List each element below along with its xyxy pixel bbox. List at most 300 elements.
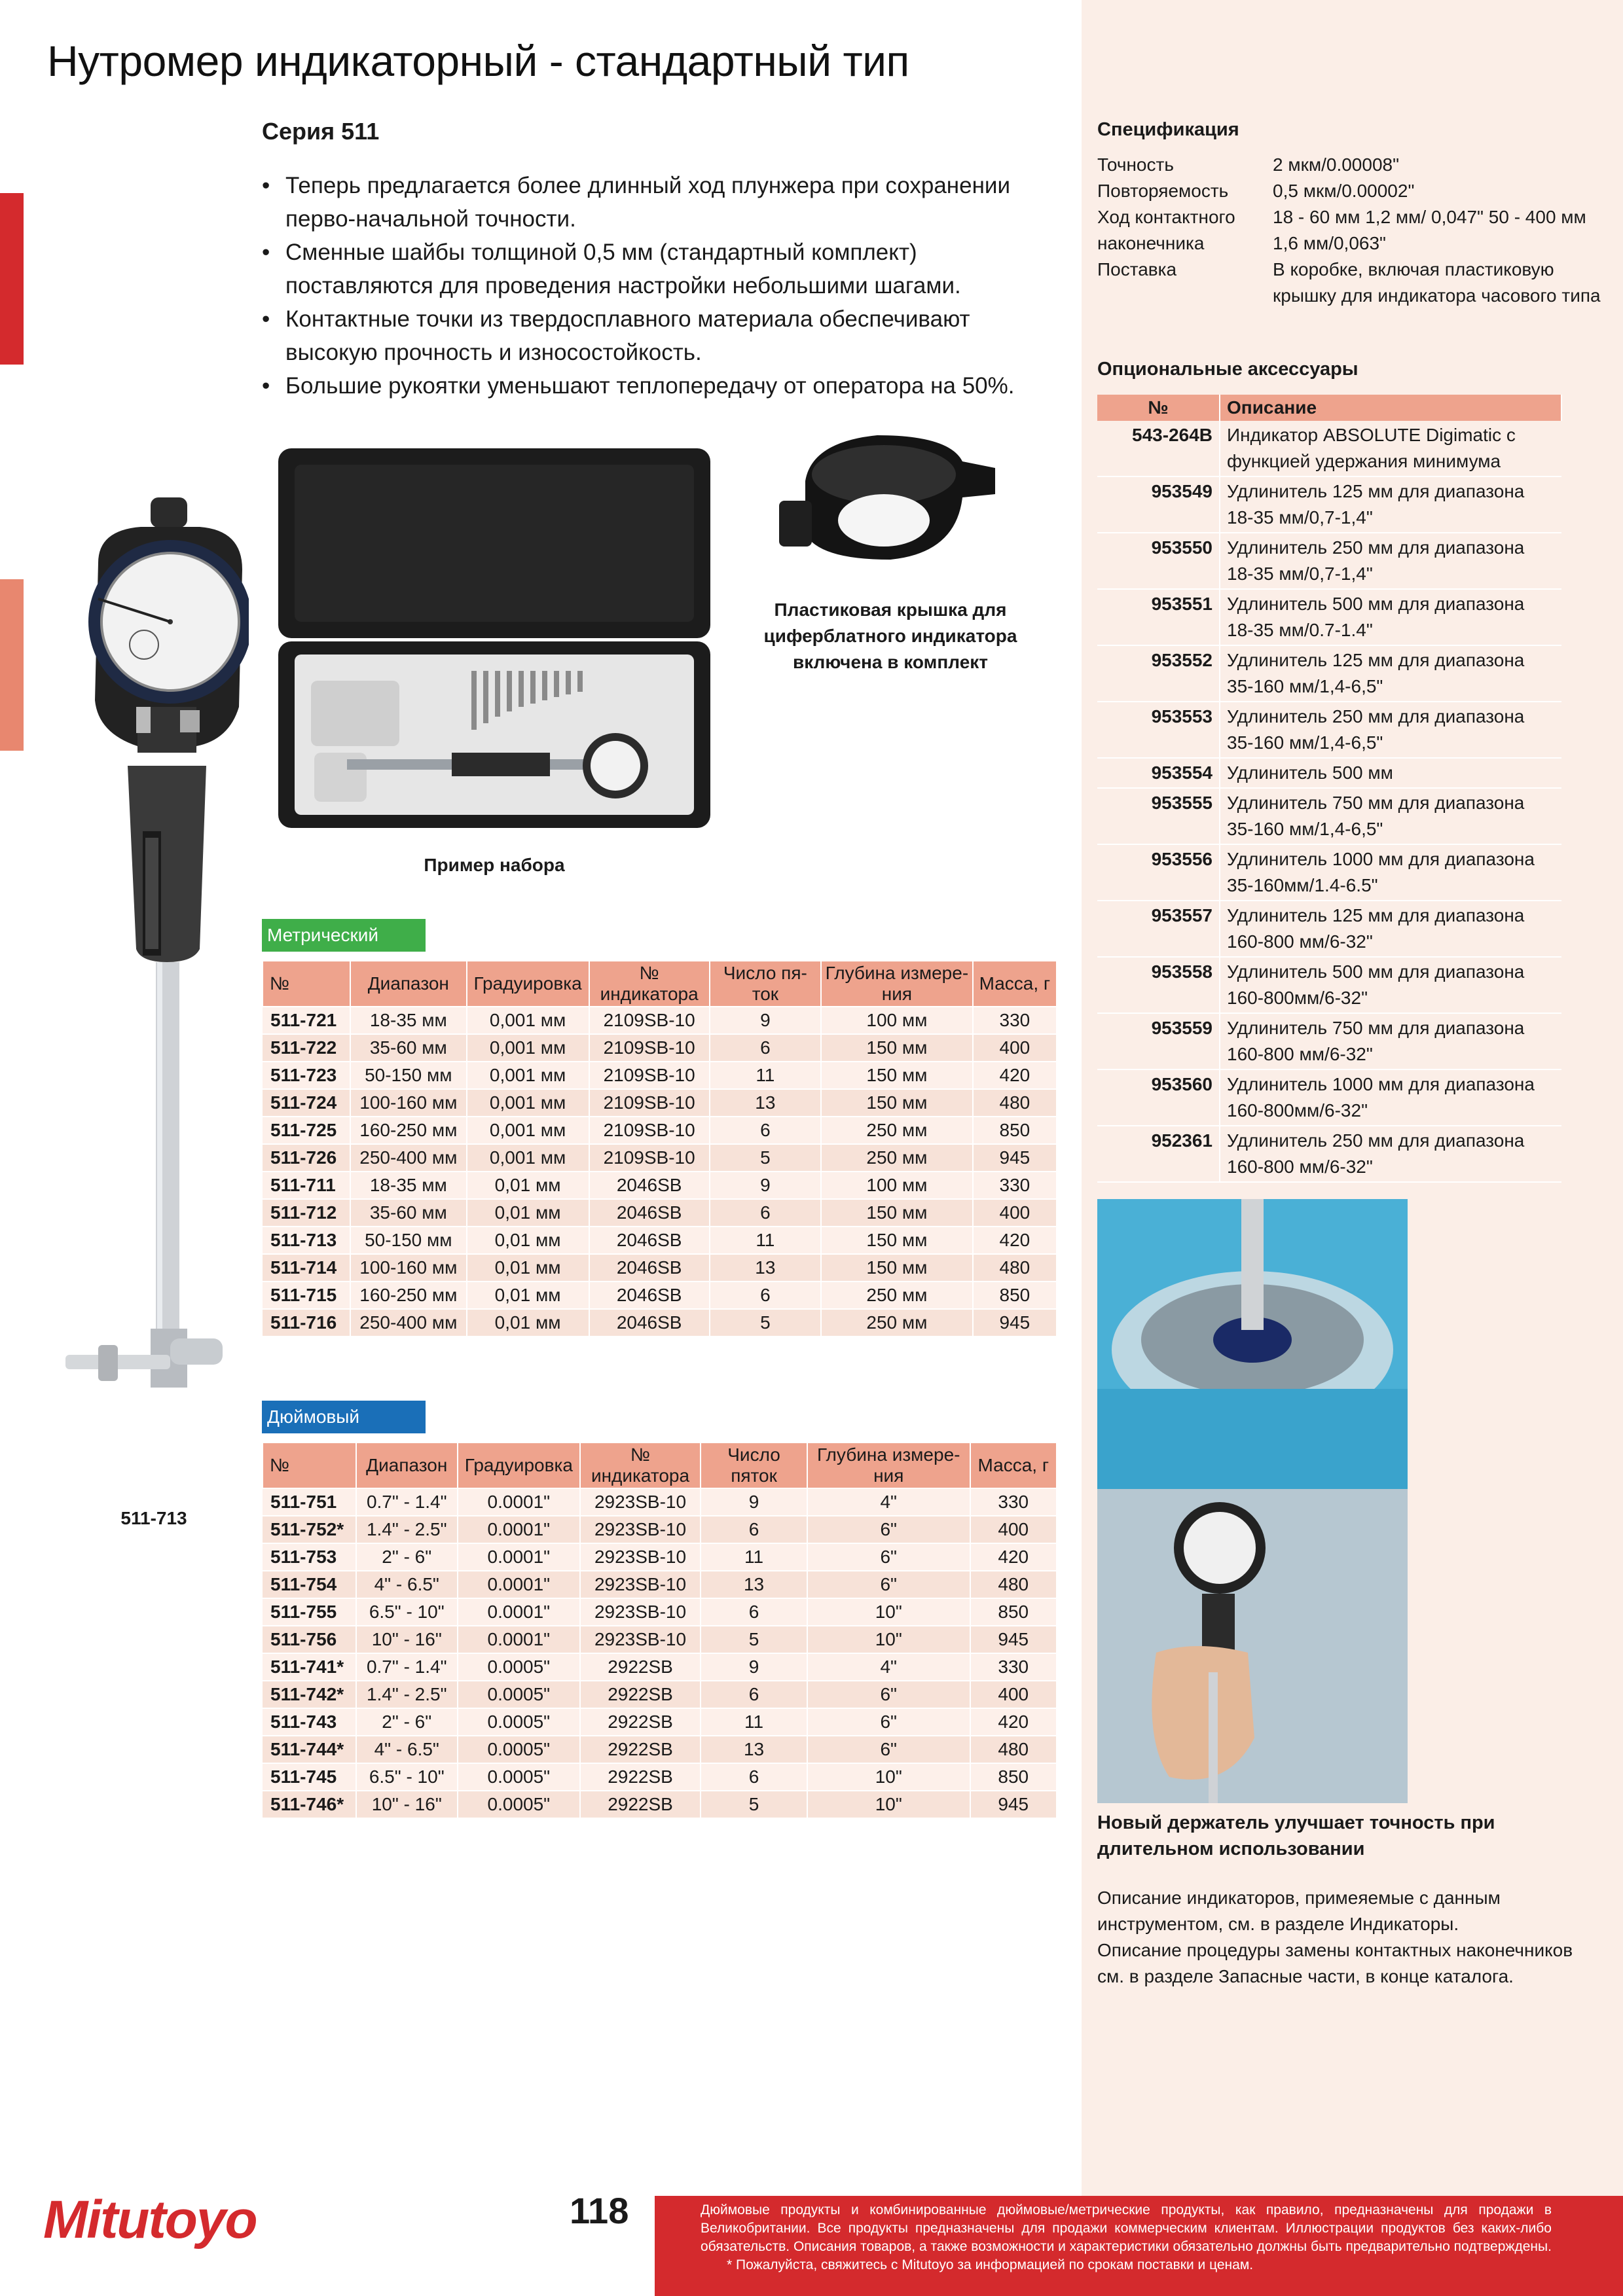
disclaimer-text: Дюймовые продукты и комбинированные дюймовые/метрические продукты, как правило, предназначены для продажи в Великобритании. Все продукты предназначены для продажи коммерческим клиентам. Иллюстрации продуктов без каких-либо обязательств. Описания товаров, а также возможности и характеристики обязательно должны быть предварительно подтверждены. — [701, 2202, 1552, 2254]
metric-body — [263, 1007, 1057, 1336]
table-cell-code: 511-752* — [263, 1516, 356, 1543]
table-cell: 6.5" - 10" — [356, 1598, 458, 1626]
table-cell: 2046SB — [589, 1199, 710, 1227]
accessories-body — [1097, 421, 1561, 1182]
spec-row — [1097, 152, 1608, 178]
table-cell: Удлинитель 250 мм для диапазона 18-35 мм/0,7-1,4" — [1220, 533, 1561, 589]
side-tab-salmon — [0, 579, 24, 751]
table-cell: 2922SB — [580, 1763, 701, 1791]
spec-key: Поставка — [1097, 259, 1177, 279]
table-cell: 480 — [970, 1736, 1057, 1763]
table-cell: 18-35 мм — [350, 1172, 466, 1199]
table-cell: 150 мм — [821, 1254, 973, 1282]
table-row — [263, 1309, 1057, 1336]
side-tab-red — [0, 193, 24, 365]
table-row — [263, 1571, 1057, 1598]
table-cell: 420 — [970, 1543, 1057, 1571]
table-cell-code: 511-726 — [263, 1144, 350, 1172]
table-cell: 4" - 6.5" — [356, 1571, 458, 1598]
table-cell: 0,001 мм — [467, 1144, 589, 1172]
table-cell-code: 953551 — [1097, 589, 1220, 645]
table-cell: 400 — [970, 1516, 1057, 1543]
table-cell: 11 — [710, 1227, 821, 1254]
feature-item: • Контактные точки из твердосплавного материала обеспечивают высокую прочность и износостойкость. — [262, 302, 1054, 369]
table-header: Масса, г — [970, 1443, 1057, 1488]
table-cell: Удлинитель 750 мм для диапазона 160-800 мм/6-32" — [1220, 1013, 1561, 1069]
table-cell-code: 543-264B — [1097, 421, 1220, 476]
table-cell: 6" — [807, 1736, 970, 1763]
table-header: Градуировка — [467, 961, 589, 1007]
table-header: Глубина измере-ния — [807, 1443, 970, 1488]
table-cell: 2923SB-10 — [580, 1598, 701, 1626]
table-cell: 9 — [701, 1653, 807, 1681]
table-cell: 330 — [970, 1653, 1057, 1681]
holder-caption — [1097, 1810, 1595, 1862]
table-row — [1097, 901, 1561, 957]
table-cell: 10" — [807, 1626, 970, 1653]
table-row — [1097, 702, 1561, 758]
table-cell: 6 — [710, 1282, 821, 1309]
table-cell-code: 511-723 — [263, 1062, 350, 1089]
table-cell-code: 511-742* — [263, 1681, 356, 1708]
table-row — [263, 1117, 1057, 1144]
table-cell: 4" — [807, 1488, 970, 1516]
table-cell: 6" — [807, 1681, 970, 1708]
holder-caption-line: длительном использовании — [1097, 1839, 1365, 1859]
table-row — [263, 1736, 1057, 1763]
bore-gauge-image — [59, 491, 249, 1512]
accessories-heading: Опциональные аксессуары — [1097, 359, 1359, 380]
mitutoyo-logo: Mitutoyo — [43, 2190, 257, 2250]
table-row — [263, 1227, 1057, 1254]
table-row — [263, 1791, 1057, 1818]
table-cell: 0.0001" — [458, 1516, 580, 1543]
table-cell-code: 511-754 — [263, 1571, 356, 1598]
cover-caption-line: циферблатного индикатора — [763, 626, 1017, 646]
table-cell: Удлинитель 500 мм для диапазона 160-800мм/6-32" — [1220, 957, 1561, 1013]
table-cell: 50-150 мм — [350, 1062, 466, 1089]
table-cell: Удлинитель 1000 мм для диапазона 160-800мм/6-32" — [1220, 1069, 1561, 1126]
table-cell: 6" — [807, 1571, 970, 1598]
table-cell-code: 953560 — [1097, 1069, 1220, 1126]
table-row — [263, 1034, 1057, 1062]
table-cell: 400 — [973, 1199, 1057, 1227]
table-cell: Удлинитель 500 мм — [1220, 758, 1561, 788]
table-cell: 6" — [807, 1516, 970, 1543]
table-cell: 150 мм — [821, 1227, 973, 1254]
table-row — [263, 1626, 1057, 1653]
series-label: Серия 511 — [262, 118, 380, 145]
table-cell: 420 — [973, 1062, 1057, 1089]
table-row — [263, 1062, 1057, 1089]
table-cell: 2922SB — [580, 1708, 701, 1736]
table-cell-code: 511-713 — [263, 1227, 350, 1254]
metric-header-row — [263, 961, 1057, 1007]
page-title: Нутромер индикаторный - стандартный тип — [47, 37, 909, 85]
table-cell: 400 — [973, 1034, 1057, 1062]
table-cell: 100 мм — [821, 1172, 973, 1199]
table-cell: 160-250 мм — [350, 1117, 466, 1144]
table-cell: 0,001 мм — [467, 1089, 589, 1117]
table-header: № индикатора — [580, 1443, 701, 1488]
table-cell: 13 — [701, 1571, 807, 1598]
spec-row — [1097, 178, 1608, 204]
table-cell-code: 511-715 — [263, 1282, 350, 1309]
hand-holding-gauge-image — [1097, 1489, 1408, 1803]
table-cell: 6 — [710, 1199, 821, 1227]
table-cell-code: 511-725 — [263, 1117, 350, 1144]
table-row — [1097, 758, 1561, 788]
table-cell: 0.7" - 1.4" — [356, 1653, 458, 1681]
table-cell-code: 952361 — [1097, 1126, 1220, 1182]
table-cell: 6 — [701, 1681, 807, 1708]
cover-caption — [753, 597, 1028, 675]
accessories-table — [1097, 395, 1562, 1183]
table-cell: 2109SB-10 — [589, 1117, 710, 1144]
table-cell: 6 — [710, 1117, 821, 1144]
feature-item: • Теперь предлагается более длинный ход плунжера при сохранении перво-начальной точности. — [262, 169, 1054, 236]
table-row — [1097, 476, 1561, 533]
table-cell: 2109SB-10 — [589, 1034, 710, 1062]
table-cell: 2046SB — [589, 1254, 710, 1282]
table-cell: 13 — [710, 1254, 821, 1282]
table-cell: 1.4" - 2.5" — [356, 1681, 458, 1708]
table-cell: 2922SB — [580, 1653, 701, 1681]
table-cell: 10" — [807, 1791, 970, 1818]
table-cell: 10" — [807, 1598, 970, 1626]
table-header: № — [263, 1443, 356, 1488]
table-cell: 2046SB — [589, 1309, 710, 1336]
table-cell-code: 511-721 — [263, 1007, 350, 1034]
holder-caption-line: Новый держатель улучшает точность при — [1097, 1812, 1495, 1833]
table-cell: Удлинитель 750 мм для диапазона 35-160 мм/1,4-6,5" — [1220, 788, 1561, 844]
table-cell: Индикатор ABSOLUTE Digimatic с функцией удержания минимума — [1220, 421, 1561, 476]
table-cell: 2923SB-10 — [580, 1516, 701, 1543]
table-cell: 50-150 мм — [350, 1227, 466, 1254]
inch-body — [263, 1488, 1057, 1818]
table-cell: 11 — [710, 1062, 821, 1089]
table-header: Глубина измере-ния — [821, 961, 973, 1007]
table-header: № — [1097, 395, 1220, 421]
table-cell: 330 — [970, 1488, 1057, 1516]
table-cell: 0.0001" — [458, 1488, 580, 1516]
table-cell: 0.0001" — [458, 1626, 580, 1653]
table-cell-code: 511-746* — [263, 1791, 356, 1818]
table-cell-code: 511-741* — [263, 1653, 356, 1681]
spec-value: 2 мкм/0.00008" — [1273, 154, 1400, 175]
table-cell: 35-60 мм — [350, 1034, 466, 1062]
feature-list — [262, 169, 1054, 403]
table-row — [1097, 1126, 1561, 1182]
table-cell: 330 — [973, 1007, 1057, 1034]
table-cell: 13 — [710, 1089, 821, 1117]
table-cell: 945 — [973, 1144, 1057, 1172]
table-cell: 0,001 мм — [467, 1007, 589, 1034]
note-indicators: Описание индикаторов, примеяемые с данным инструментом, см. в разделе Индикаторы. — [1097, 1888, 1501, 1934]
table-cell: 2046SB — [589, 1227, 710, 1254]
table-cell: 5 — [701, 1791, 807, 1818]
table-row — [263, 1763, 1057, 1791]
table-cell: 0,01 мм — [467, 1309, 589, 1336]
table-cell: 420 — [973, 1227, 1057, 1254]
table-cell: Удлинитель 1000 мм для диапазона 35-160мм/1.4-6.5" — [1220, 844, 1561, 901]
spec-row — [1097, 204, 1608, 257]
table-cell: 9 — [710, 1007, 821, 1034]
table-row — [263, 1681, 1057, 1708]
table-cell: 2" - 6" — [356, 1708, 458, 1736]
table-cell-code: 511-744* — [263, 1736, 356, 1763]
table-cell: 250-400 мм — [350, 1309, 466, 1336]
table-cell: 0.0001" — [458, 1571, 580, 1598]
table-cell: 0.0001" — [458, 1543, 580, 1571]
inch-label: Дюймовый — [262, 1401, 426, 1433]
page-number: 118 — [570, 2190, 629, 2231]
table-cell-code: 953559 — [1097, 1013, 1220, 1069]
table-row — [1097, 421, 1561, 476]
table-cell: 6 — [701, 1763, 807, 1791]
table-cell: 5 — [701, 1626, 807, 1653]
spec-list — [1097, 152, 1608, 309]
table-row — [263, 1144, 1057, 1172]
table-cell: 0,01 мм — [467, 1282, 589, 1309]
table-cell-code: 511-724 — [263, 1089, 350, 1117]
table-cell: Удлинитель 125 мм для диапазона 160-800 мм/6-32" — [1220, 901, 1561, 957]
table-cell: 6" — [807, 1708, 970, 1736]
table-cell-code: 953553 — [1097, 702, 1220, 758]
inch-header-row — [263, 1443, 1057, 1488]
table-cell-code: 511-745 — [263, 1763, 356, 1791]
table-row — [1097, 1069, 1561, 1126]
table-cell: 11 — [701, 1543, 807, 1571]
table-cell: 480 — [970, 1571, 1057, 1598]
table-cell: 0,01 мм — [467, 1227, 589, 1254]
inch-table — [262, 1442, 1057, 1819]
table-cell: 0.0005" — [458, 1791, 580, 1818]
feature-item: • Сменные шайбы толщиной 0,5 мм (стандартный комплект) поставляются для проведения настройки небольшими шагами. — [262, 236, 1054, 302]
table-cell: 250 мм — [821, 1117, 973, 1144]
table-row — [263, 1282, 1057, 1309]
table-cell: 945 — [973, 1309, 1057, 1336]
table-cell-code: 953557 — [1097, 901, 1220, 957]
table-cell-code: 511-714 — [263, 1254, 350, 1282]
table-cell: 850 — [970, 1598, 1057, 1626]
table-cell-code: 953549 — [1097, 476, 1220, 533]
table-cell-code: 511-751 — [263, 1488, 356, 1516]
table-cell: 945 — [970, 1626, 1057, 1653]
table-cell-code: 953550 — [1097, 533, 1220, 589]
table-cell-code: 953552 — [1097, 645, 1220, 702]
table-cell: 850 — [973, 1117, 1057, 1144]
table-cell-code: 511-722 — [263, 1034, 350, 1062]
table-cell: Удлинитель 125 мм для диапазона 35-160 мм/1,4-6,5" — [1220, 645, 1561, 702]
table-cell-code: 511-712 — [263, 1199, 350, 1227]
table-cell-code: 953555 — [1097, 788, 1220, 844]
table-cell-code: 511-711 — [263, 1172, 350, 1199]
table-cell: 400 — [970, 1681, 1057, 1708]
table-row — [263, 1254, 1057, 1282]
table-cell: 2" - 6" — [356, 1543, 458, 1571]
table-cell: 150 мм — [821, 1089, 973, 1117]
table-header: Диапазон — [350, 961, 466, 1007]
spec-value: В коробке, включая пластиковую крышку для индикатора часового типа — [1273, 259, 1601, 306]
table-header: № индикатора — [589, 961, 710, 1007]
table-cell: 4" - 6.5" — [356, 1736, 458, 1763]
table-cell: 0.0005" — [458, 1681, 580, 1708]
table-cell: 420 — [970, 1708, 1057, 1736]
table-row — [263, 1488, 1057, 1516]
table-cell: 2109SB-10 — [589, 1144, 710, 1172]
table-cell: 6" — [807, 1543, 970, 1571]
metric-table — [262, 960, 1057, 1337]
table-row — [263, 1516, 1057, 1543]
table-cell: 9 — [710, 1172, 821, 1199]
table-cell: 6.5" - 10" — [356, 1763, 458, 1791]
table-cell: 13 — [701, 1736, 807, 1763]
set-example-caption: Пример набора — [424, 855, 565, 875]
table-cell-code: 953554 — [1097, 758, 1220, 788]
gauge-in-ring-image — [1097, 1199, 1408, 1490]
table-cell: 2046SB — [589, 1282, 710, 1309]
table-cell: 0,001 мм — [467, 1034, 589, 1062]
spec-heading: Спецификация — [1097, 119, 1239, 140]
metric-label: Метрический — [262, 919, 426, 952]
table-cell: 2109SB-10 — [589, 1007, 710, 1034]
spec-key: Ход контактного наконечника — [1097, 207, 1235, 253]
table-cell-code: 511-716 — [263, 1309, 350, 1336]
table-cell: 10" - 16" — [356, 1626, 458, 1653]
table-cell: 850 — [973, 1282, 1057, 1309]
table-cell: 0,001 мм — [467, 1117, 589, 1144]
table-cell: 5 — [710, 1144, 821, 1172]
table-cell: 250 мм — [821, 1282, 973, 1309]
spec-row — [1097, 257, 1608, 309]
table-row — [263, 1007, 1057, 1034]
table-row — [1097, 788, 1561, 844]
plastic-cover-image — [766, 422, 1002, 586]
table-cell: 9 — [701, 1488, 807, 1516]
table-cell: 100-160 мм — [350, 1254, 466, 1282]
table-cell: 2923SB-10 — [580, 1571, 701, 1598]
table-cell: 10" - 16" — [356, 1791, 458, 1818]
footer-disclaimer-box — [655, 2196, 1623, 2296]
table-row — [263, 1199, 1057, 1227]
table-cell-code: 953558 — [1097, 957, 1220, 1013]
table-cell: 160-250 мм — [350, 1282, 466, 1309]
table-cell: 2923SB-10 — [580, 1626, 701, 1653]
table-cell: 2109SB-10 — [589, 1089, 710, 1117]
cover-caption-line: Пластиковая крышка для — [774, 600, 1007, 620]
table-cell: 35-60 мм — [350, 1199, 466, 1227]
table-cell: 945 — [970, 1791, 1057, 1818]
table-cell-code: 511-755 — [263, 1598, 356, 1626]
table-cell: 5 — [710, 1309, 821, 1336]
table-cell: 18-35 мм — [350, 1007, 466, 1034]
table-cell: 250-400 мм — [350, 1144, 466, 1172]
footnote-text: * Пожалуйста, свяжитесь с Mitutoyo за информацией по срокам поставки и ценам. — [727, 2257, 1254, 2272]
spec-value: 18 - 60 мм 1,2 мм/ 0,047" 50 - 400 мм 1,6 мм/0,063" — [1273, 207, 1586, 253]
table-cell: 2922SB — [580, 1681, 701, 1708]
table-cell: 2922SB — [580, 1736, 701, 1763]
table-cell: Удлинитель 250 мм для диапазона 160-800 мм/6-32" — [1220, 1126, 1561, 1182]
table-cell: 100 мм — [821, 1007, 973, 1034]
table-cell: 11 — [701, 1708, 807, 1736]
table-header: Описание — [1220, 395, 1561, 421]
table-cell: 480 — [973, 1254, 1057, 1282]
table-cell-code: 953556 — [1097, 844, 1220, 901]
gauge-model-caption: 511-713 — [120, 1508, 187, 1528]
table-cell: 0.7" - 1.4" — [356, 1488, 458, 1516]
table-cell: 2046SB — [589, 1172, 710, 1199]
table-row — [1097, 957, 1561, 1013]
footer-disclaimer — [701, 2201, 1552, 2274]
table-row — [263, 1089, 1057, 1117]
table-header: Число пя-ток — [710, 961, 821, 1007]
table-cell: 100-160 мм — [350, 1089, 466, 1117]
table-cell: 0.0005" — [458, 1653, 580, 1681]
table-cell: 0,01 мм — [467, 1172, 589, 1199]
table-header: № — [263, 961, 350, 1007]
table-cell: Удлинитель 125 мм для диапазона 18-35 мм/0,7-1,4" — [1220, 476, 1561, 533]
table-row — [263, 1708, 1057, 1736]
table-row — [1097, 844, 1561, 901]
table-cell: 250 мм — [821, 1144, 973, 1172]
case-set-image — [275, 445, 714, 831]
table-cell-code: 511-743 — [263, 1708, 356, 1736]
table-cell: 6 — [701, 1516, 807, 1543]
table-cell: 850 — [970, 1763, 1057, 1791]
table-cell: 0,01 мм — [467, 1199, 589, 1227]
table-cell: 2923SB-10 — [580, 1543, 701, 1571]
table-cell: 150 мм — [821, 1034, 973, 1062]
table-cell: 10" — [807, 1763, 970, 1791]
table-row — [263, 1653, 1057, 1681]
table-cell: 250 мм — [821, 1309, 973, 1336]
table-header: Градуировка — [458, 1443, 580, 1488]
table-row — [1097, 645, 1561, 702]
table-header: Число пяток — [701, 1443, 807, 1488]
table-row — [1097, 533, 1561, 589]
table-cell: 0,01 мм — [467, 1254, 589, 1282]
table-row — [263, 1543, 1057, 1571]
table-cell: 2109SB-10 — [589, 1062, 710, 1089]
table-cell: 6 — [710, 1034, 821, 1062]
table-cell: Удлинитель 250 мм для диапазона 35-160 мм/1,4-6,5" — [1220, 702, 1561, 758]
accessories-header-row — [1097, 395, 1561, 421]
table-cell: 6 — [701, 1598, 807, 1626]
table-row — [263, 1598, 1057, 1626]
feature-item: • Большие рукоятки уменьшают теплопередачу от оператора на 50%. — [262, 369, 1054, 403]
spec-value: 0,5 мкм/0.00002" — [1273, 181, 1415, 201]
table-cell-code: 511-756 — [263, 1626, 356, 1653]
table-cell: 330 — [973, 1172, 1057, 1199]
table-cell: 1.4" - 2.5" — [356, 1516, 458, 1543]
table-row — [1097, 589, 1561, 645]
table-cell: 0.0005" — [458, 1736, 580, 1763]
table-cell-code: 511-753 — [263, 1543, 356, 1571]
table-header: Диапазон — [356, 1443, 458, 1488]
table-cell: 150 мм — [821, 1199, 973, 1227]
table-row — [263, 1172, 1057, 1199]
table-cell: 0.0005" — [458, 1763, 580, 1791]
table-cell: 4" — [807, 1653, 970, 1681]
table-cell: 480 — [973, 1089, 1057, 1117]
table-cell: 2922SB — [580, 1791, 701, 1818]
table-header: Масса, г — [973, 961, 1057, 1007]
spec-key: Точность — [1097, 154, 1174, 175]
table-cell: 0,001 мм — [467, 1062, 589, 1089]
spec-key: Повторяемость — [1097, 181, 1229, 201]
table-cell: Удлинитель 500 мм для диапазона 18-35 мм/0.7-1.4" — [1220, 589, 1561, 645]
